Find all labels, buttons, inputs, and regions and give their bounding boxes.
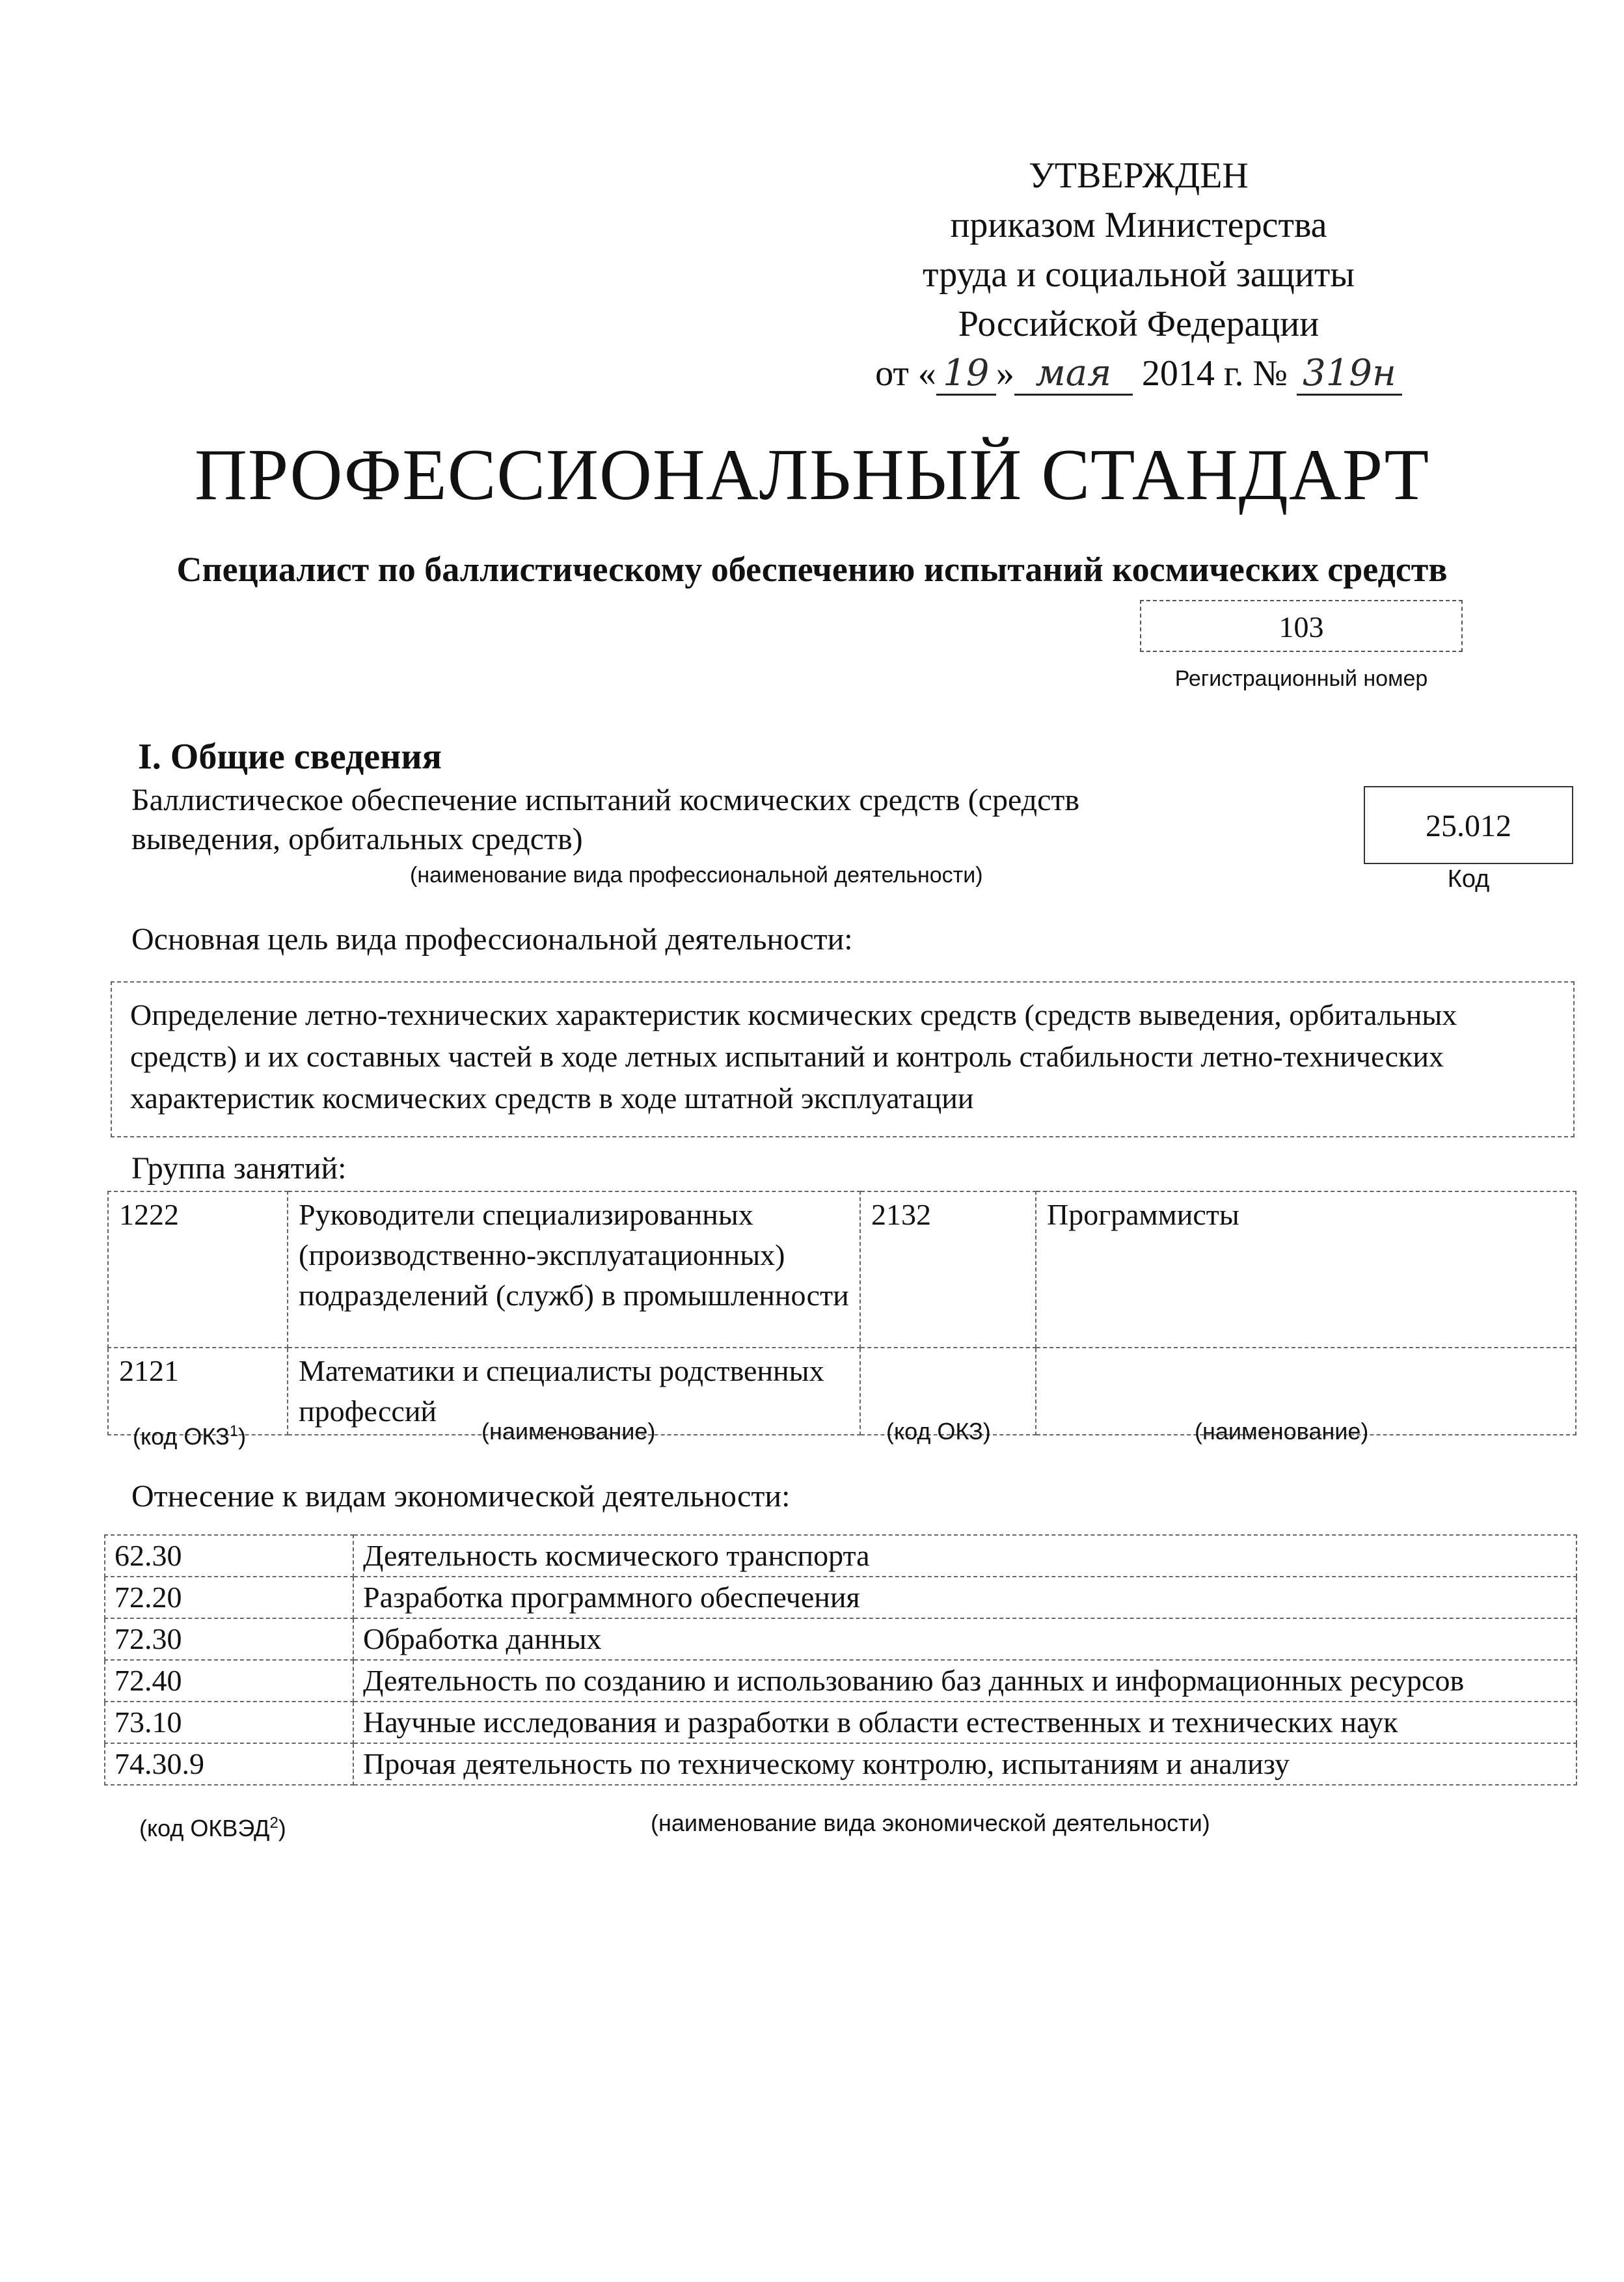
economic-activity-table <box>104 1534 1577 1786</box>
okved-name-cell: Обработка данных <box>353 1618 1577 1660</box>
approval-line-4: Российской Федерации <box>958 304 1320 344</box>
okz-code-cell: 1222 <box>108 1191 288 1348</box>
registration-number-box: 103 <box>1140 600 1463 652</box>
okz-code-cell: 2121 <box>108 1348 288 1435</box>
okved-code-caption: (код ОКВЭД$^2$) <box>139 1814 286 1841</box>
okved-code-cell: 72.20 <box>105 1577 353 1618</box>
date-quote: » <box>995 353 1014 394</box>
table-row <box>105 1702 1577 1743</box>
date-year: 2014 г. № <box>1141 353 1288 394</box>
table-row <box>105 1660 1577 1702</box>
table-row <box>105 1577 1577 1618</box>
okved-code-cell: 74.30.9 <box>105 1743 353 1785</box>
okz-code-caption-2: (код ОКЗ) <box>886 1418 991 1445</box>
approval-line-3: труда и социальной защиты <box>923 254 1355 295</box>
okved-name-cell: Разработка программного обеспечения <box>353 1577 1577 1618</box>
activity-name: Баллистическое обеспечение испытаний космических средств (средств выведения, орбитальных средств) <box>131 783 1080 856</box>
handwritten-day: 19 <box>936 353 996 396</box>
okved-code-cell: 72.40 <box>105 1660 353 1702</box>
okz-name-cell: Математики и специалисты родственных профессий <box>288 1348 860 1435</box>
approval-block <box>846 151 1431 398</box>
okved-name-cell: Деятельность космического транспорта <box>353 1535 1577 1577</box>
okved-code-cell: 62.30 <box>105 1535 353 1577</box>
date-prefix: от « <box>875 353 936 394</box>
handwritten-order-number: 319н <box>1297 353 1402 396</box>
okz-name-caption-2: (наименование) <box>1195 1418 1369 1445</box>
goal-label: Основная цель вида профессиональной деятельности: <box>131 922 853 957</box>
section-title: I. Общие сведения <box>138 737 442 777</box>
document-title: ПРОФЕССИОНАЛЬНЫЙ СТАНДАРТ <box>195 435 1429 515</box>
table-row <box>108 1191 1576 1348</box>
okved-name-caption: (наименование вида экономической деятельности) <box>651 1810 1210 1836</box>
okz-code-caption: (код ОКЗ$^1$) <box>133 1422 247 1450</box>
activity-code-box: 25.012 <box>1364 786 1573 864</box>
table-row <box>105 1618 1577 1660</box>
okved-code-cell: 72.30 <box>105 1618 353 1660</box>
okz-name-caption: (наименование) <box>481 1418 656 1445</box>
activity-code-label: Код <box>1447 865 1490 893</box>
okved-name-cell: Деятельность по созданию и использованию баз данных и информационных ресурсов <box>353 1660 1577 1702</box>
okz-code-cell: 2132 <box>860 1191 1036 1348</box>
occupation-group-table <box>107 1191 1577 1435</box>
table-row <box>105 1743 1577 1785</box>
occupation-group-label: Группа занятий: <box>131 1151 347 1186</box>
okved-name-cell: Научные исследования и разработки в области естественных и технических наук <box>353 1702 1577 1743</box>
approval-heading: УТВЕРЖДЕН <box>1029 156 1249 196</box>
standard-subtitle: Специалист по баллистическому обеспечению испытаний космических средств <box>176 550 1448 589</box>
goal-text-box: Определение летно-технических характеристик космических средств (средств выведения, орбитальных средств) и их составных частей в ходе летных испытаний и контроль стабильности летно-технических характеристик космических средств в ходе штатной эксплуатации <box>111 981 1575 1137</box>
activity-caption: (наименование вида профессиональной деятельности) <box>410 863 983 888</box>
approval-date-line <box>846 349 1431 398</box>
okved-code-cell: 73.10 <box>105 1702 353 1743</box>
approval-line-2: приказом Министерства <box>950 205 1327 245</box>
table-row <box>105 1535 1577 1577</box>
okz-name-cell: Руководители специализированных (производственно-эксплуатационных) подразделений (служб) в промышленности <box>288 1191 860 1348</box>
handwritten-month: мая <box>1014 353 1133 396</box>
economic-activity-label: Отнесение к видам экономической деятельности: <box>131 1479 791 1514</box>
registration-number-label: Регистрационный номер <box>1174 666 1428 691</box>
okz-name-cell: Программисты <box>1036 1191 1576 1348</box>
okved-name-cell: Прочая деятельность по техническому контролю, испытаниям и анализу <box>353 1743 1577 1785</box>
